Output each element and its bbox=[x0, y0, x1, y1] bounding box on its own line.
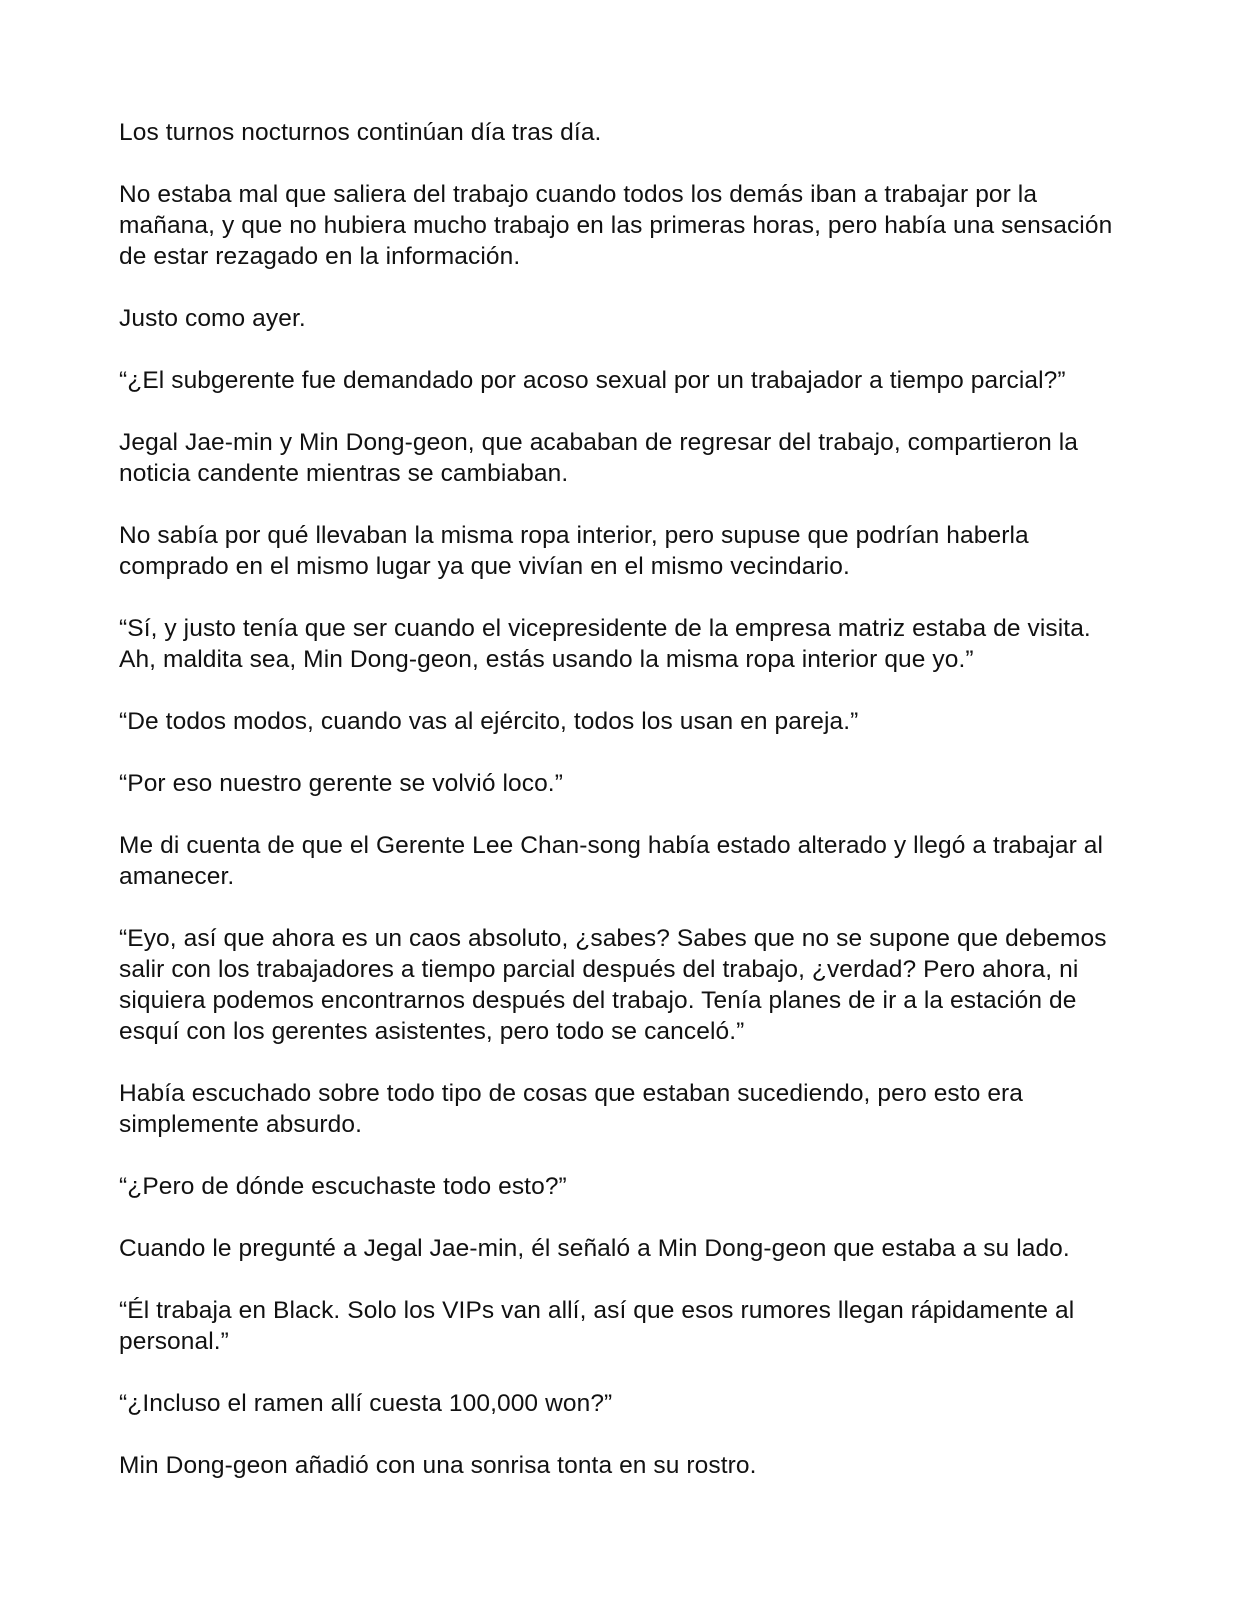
paragraph: “Sí, y justo tenía que ser cuando el vicepresidente de la empresa matriz estaba de visita. Ah, maldita sea, Min Dong-geon, estás usando la misma ropa interior que yo.” bbox=[119, 615, 1091, 673]
paragraph: Había escuchado sobre todo tipo de cosas que estaban sucediendo, pero esto era simplemente absurdo. bbox=[119, 1080, 1024, 1138]
paragraph: “Eyo, así que ahora es un caos absoluto, ¿sabes? Sabes que no se supone que debemos salir con los trabajadores a tiempo parcial después del trabajo, ¿verdad? Pero ahora, ni siquiera podemos encontrarnos después del trabajo. Tenía planes de ir a la estación de esquí con los gerentes asistentes, pero todo se canceló.” bbox=[119, 925, 1107, 1045]
paragraph: “¿Pero de dónde escuchaste todo esto?” bbox=[119, 1173, 567, 1200]
document-page bbox=[119, 117, 1129, 1481]
paragraph: Jegal Jae-min y Min Dong-geon, que acababan de regresar del trabajo, compartieron la noticia candente mientras se cambiaban. bbox=[119, 429, 1079, 487]
paragraph: Cuando le pregunté a Jegal Jae-min, él señaló a Min Dong-geon que estaba a su lado. bbox=[119, 1235, 1070, 1262]
paragraph: “¿El subgerente fue demandado por acoso sexual por un trabajador a tiempo parcial?” bbox=[119, 367, 1066, 394]
paragraph: “De todos modos, cuando vas al ejército, todos los usan en pareja.” bbox=[119, 708, 859, 735]
paragraph: Los turnos nocturnos continúan día tras día. bbox=[119, 119, 602, 146]
paragraph: “Él trabaja en Black. Solo los VIPs van allí, así que esos rumores llegan rápidamente al personal.” bbox=[119, 1297, 1075, 1355]
paragraph: No sabía por qué llevaban la misma ropa interior, pero supuse que podrían haberla comprado en el mismo lugar ya que vivían en el mismo vecindario. bbox=[119, 522, 1029, 580]
paragraph: No estaba mal que saliera del trabajo cuando todos los demás iban a trabajar por la mañana, y que no hubiera mucho trabajo en las primeras horas, pero había una sensación de estar rezagado en la información. bbox=[119, 181, 1113, 270]
paragraph: Min Dong-geon añadió con una sonrisa tonta en su rostro. bbox=[119, 1452, 757, 1479]
paragraph: “Por eso nuestro gerente se volvió loco.” bbox=[119, 770, 563, 797]
paragraph: Me di cuenta de que el Gerente Lee Chan-song había estado alterado y llegó a trabajar al amanecer. bbox=[119, 832, 1104, 890]
paragraph: Justo como ayer. bbox=[119, 305, 306, 332]
paragraph: “¿Incluso el ramen allí cuesta 100,000 won?” bbox=[119, 1390, 613, 1417]
